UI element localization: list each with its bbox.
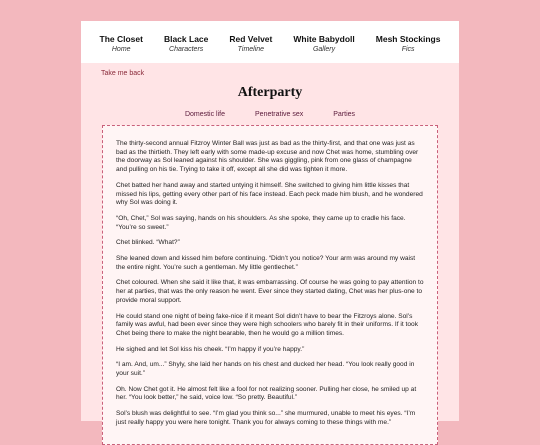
story-paragraph: Oh. Now Chet got it. He almost felt like a fool for not realizing sooner. Pulling her close, he smiled up at her. “You look better,” he said, voice low. “So pretty. Beautiful.” <box>116 385 417 402</box>
tag-link[interactable]: Parties <box>333 111 356 118</box>
nav-item-mesh-stockings[interactable] <box>376 35 441 53</box>
nav-title: Mesh Stockings <box>375 34 441 44</box>
nav-subtitle: Timeline <box>237 46 265 54</box>
nav-subtitle: Fics <box>401 46 415 54</box>
nav-item-white-babydoll[interactable] <box>293 35 354 53</box>
nav-item-black-lace[interactable] <box>164 35 208 53</box>
top-nav <box>81 21 459 63</box>
story-paragraph: The thirty-second annual Fitzroy Winter Ball was just as bad as the thirty-first, and that one was just as bad as the thirtieth. They left early with some made-up excuse and now Chet was home, stumbling over the doorway as Sol leaned against his shoulder. She was giggling, pink from one glass of champagne and pulling on his tie. Trying to take it off, except all she did was tighten it more. <box>116 140 419 174</box>
story-paragraph: He sighed and let Sol kiss his cheek. “I’m happy if you’re happy.” <box>116 345 305 353</box>
story-paragraph: Chet blinked. “What?” <box>116 239 180 247</box>
nav-item-red-velvet[interactable] <box>229 35 272 53</box>
page-frame <box>81 21 459 426</box>
tag-link[interactable]: Domestic life <box>184 111 226 118</box>
back-link[interactable]: Take me back <box>101 70 145 77</box>
story-paragraph: “I am. And, um...” Shyly, she laid her hands on his chest and ducked her head. “You look really good in your suit.” <box>116 361 415 378</box>
nav-subtitle: Home <box>111 46 131 54</box>
tag-link[interactable]: Penetrative sex <box>255 111 304 118</box>
story-paragraph: Sol’s blush was delightful to see. “I’m glad you think so...” she murmured, unable to meet his eyes. “I’m just really happy you were here tonight. Thank you for always coming to these things with me.” <box>116 410 416 426</box>
nav-title: Red Velvet <box>229 34 273 44</box>
story-paragraph: He could stand one night of being fake-nice if it meant Sol didn’t have to bear the Fitzroys alone. Sol’s family was awful, had been ever since they were high schoolers who barely fit in their uniforms. If it took Chet being there to make the night bearable, then he would go a million times. <box>116 312 418 337</box>
nav-subtitle: Characters <box>169 46 204 54</box>
tag-list <box>81 111 459 118</box>
nav-title: Black Lace <box>163 34 209 44</box>
story-paragraph: Chet coloured. When she said it like that, it was embarrassing. Of course he was going to pay attention to her at parties, that was the only reason he went. Ever since they started dating, Chet was her plus-one to provide moral support. <box>116 279 424 304</box>
nav-subtitle: Gallery <box>312 46 336 54</box>
story-title: Afterparty <box>237 85 303 100</box>
nav-title: The Closet <box>99 34 143 44</box>
story-paragraph: She leaned down and kissed him before continuing. “Didn’t you notice? Your arm was around my waist the entire night. You’re such a gentleman. My little gentlechet.” <box>116 255 416 271</box>
nav-item-the-closet[interactable] <box>100 35 143 53</box>
story-body <box>102 125 438 445</box>
story-paragraph: “Oh, Chet,” Sol was saying, hands on his shoulders. As she spoke, they came up to cradle his face. “You’re so sweet.” <box>116 214 406 231</box>
story-paragraph: Chet batted her hand away and started untying it himself. She switched to giving him little kisses that missed his lips, getting every other part of his face instead. Each peck made him blush, and he wondered why Sol was doing it. <box>116 181 423 207</box>
nav-title: White Babydoll <box>293 34 355 44</box>
